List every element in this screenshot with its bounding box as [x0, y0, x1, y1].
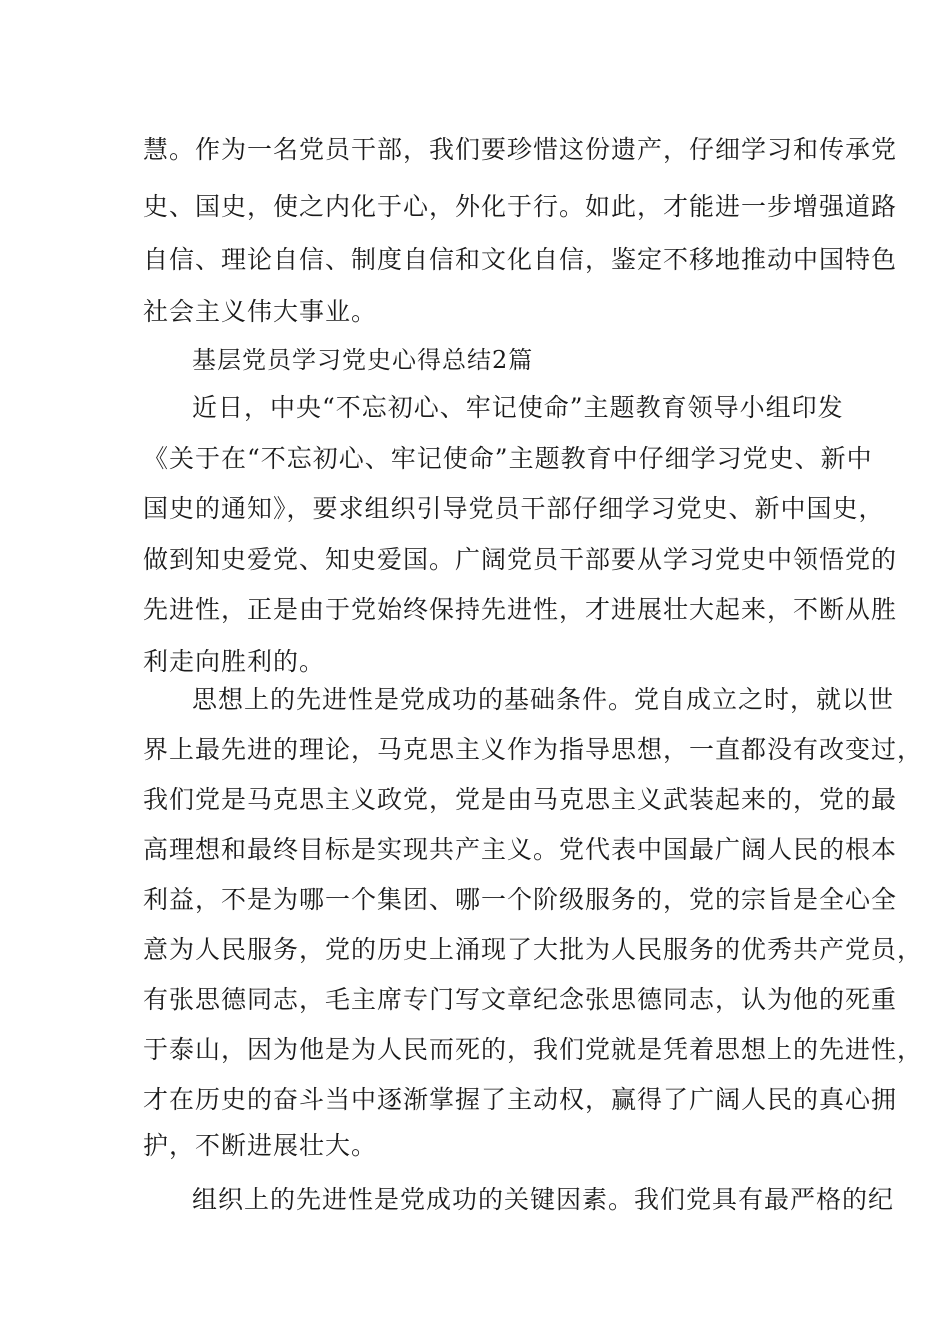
paragraph-2-line-2: 《关于在“不忘初心、牢记使命”主题教育中仔细学习党史、新中 [143, 444, 873, 473]
paragraph-3-line-6: 意为人民服务，党的历史上涌现了大批为人民服务的优秀共产党员， [143, 935, 924, 964]
paragraph-3-line-5: 利益，不是为哪一个集团、哪一个阶级服务的，党的宗旨是全心全 [143, 885, 898, 914]
paragraph-2-line-3: 国史的通知》，要求组织引导党员干部仔细学习党史、新中国史， [143, 494, 885, 523]
paragraph-2-line-1: 近日，中央“不忘初心、牢记使命”主题教育领导小组印发 [192, 393, 844, 422]
paragraph-2-line-4: 做到知史爱党、知史爱国。广阔党员干部要从学习党史中领悟党的 [143, 545, 898, 574]
paragraph-2-line-5: 先进性，正是由于党始终保持先进性，才进展壮大起来，不断从胜 [143, 595, 898, 624]
paragraph-3-line-4: 高理想和最终目标是实现共产主义。党代表中国最广阔人民的根本 [143, 835, 898, 864]
paragraph-1-line-4: 社会主义伟大事业。 [143, 297, 378, 326]
paragraph-3-line-2: 界上最先进的理论，马克思主义作为指导思想，一直都没有改变过， [143, 735, 924, 764]
section-heading: 基层党员学习党史心得总结2篇 [192, 346, 534, 374]
paragraph-3-line-10: 护，不断进展壮大。 [143, 1131, 378, 1160]
paragraph-3-line-8: 于泰山，因为他是为人民而死的，我们党就是凭着思想上的先进性， [143, 1035, 924, 1064]
paragraph-1-line-3: 自信、理论自信、制度自信和文化自信，鉴定不移地推动中国特色 [143, 245, 898, 274]
paragraph-3-line-3: 我们党是马克思主义政党，党是由马克思主义武装起来的，党的最 [143, 785, 898, 814]
paragraph-4-line-1: 组织上的先进性是党成功的关键因素。我们党具有最严格的纪 [192, 1185, 895, 1214]
paragraph-3-line-7: 有张思德同志，毛主席专门写文章纪念张思德同志，认为他的死重 [143, 985, 898, 1014]
paragraph-3-line-9: 才在历史的奋斗当中逐渐掌握了主动权，赢得了广阔人民的真心拥 [143, 1085, 898, 1114]
paragraph-3-line-1: 思想上的先进性是党成功的基础条件。党自成立之时，就以世 [192, 685, 895, 714]
paragraph-2-line-6: 利走向胜利的。 [143, 647, 326, 676]
paragraph-1-line-2: 史、国史，使之内化于心，外化于行。如此，才能进一步增强道路 [143, 192, 898, 221]
paragraph-1-line-1: 慧。作为一名党员干部，我们要珍惜这份遗产，仔细学习和传承党 [143, 135, 898, 164]
